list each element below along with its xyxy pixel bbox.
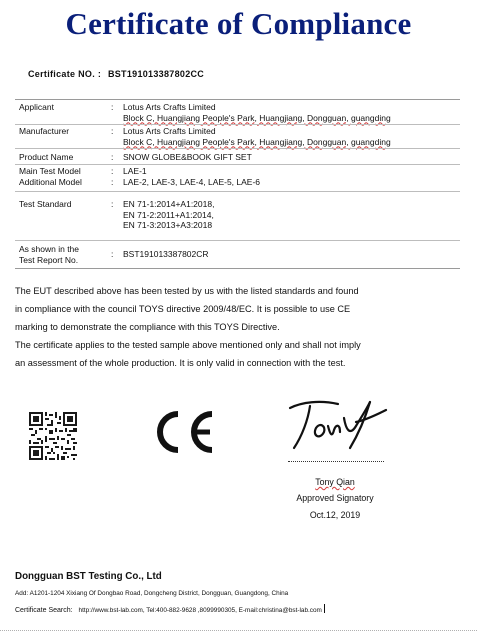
test-standard-line: EN 71-1:2014+A1:2018,: [123, 199, 215, 209]
main-test-model-value: LAE-1: [123, 166, 147, 176]
test-report-label-line1: As shown in the: [19, 244, 80, 254]
certificate-number-label: Certificate NO. :: [28, 69, 102, 79]
certificate-search: [15, 604, 325, 614]
signature-image: [286, 392, 391, 456]
statement-line: The certificate applies to the tested sample above mentioned only and shall not imply: [15, 340, 361, 350]
row-divider: [15, 191, 460, 192]
test-standard-line: EN 71-2:2011+A1:2014,: [123, 209, 214, 220]
compliance-statement: [15, 282, 463, 372]
test-report-label-line2: Test Report No.: [19, 254, 79, 265]
text-cursor: [324, 604, 325, 613]
certificate-search-label: Certificate Search:: [15, 607, 73, 614]
test-report-number: BST191013387802CR: [123, 249, 209, 259]
colon-separator: :: [111, 249, 114, 259]
statement-line: The EUT described above has been tested by us with the listed standards and found: [15, 286, 359, 296]
manufacturer-name: Lotus Arts Crafts Limited: [123, 126, 216, 136]
statement-line: marking to demonstrate the compliance with this TOYS Directive.: [15, 322, 280, 332]
signatory-title: Approved Signatory: [296, 493, 374, 503]
row-divider: [15, 164, 460, 165]
main-test-model-label: Main Test Model: [19, 166, 81, 176]
applicant-name: Lotus Arts Crafts Limited: [123, 102, 216, 112]
signature-date: Oct.12, 2019: [309, 510, 361, 520]
manufacturer-address: Block C, Huangjiang People's Park, Huangjiang, Dongguan, guangding: [123, 136, 391, 147]
colon-separator: :: [111, 177, 114, 187]
signatory-name: [270, 477, 400, 487]
colon-separator: :: [111, 102, 114, 112]
additional-model-value: LAE-2, LAE-3, LAE-4, LAE-5, LAE-6: [123, 177, 261, 187]
signatory-name-text: Tony Qian: [315, 477, 355, 487]
certificate-number: [28, 69, 204, 79]
signature-line: [288, 461, 384, 462]
certificate-title: Certificate of Compliance: [65, 6, 412, 41]
issuer-address: Add: A1201-1204 Xixiang Of Dongbao Road, Dongcheng District, Dongguan, Guangdong, China: [15, 590, 289, 597]
additional-model-label: Additional Model: [19, 177, 82, 187]
issuer-contact-links[interactable]: http://www.bst-lab.com, Tel:400-882-9628 ,8099990305, E-mail:christina@bst-lab.com: [78, 607, 322, 614]
product-name-value: SNOW GLOBE&BOOK GIFT SET: [123, 152, 252, 162]
page-bottom-border: [0, 630, 477, 631]
certificate-number-value: BST191013387802CC: [107, 69, 205, 79]
row-divider: [15, 124, 460, 125]
statement-line: an assessment of the whole production. It is only valid in connection with the test.: [15, 358, 346, 368]
row-divider: [15, 148, 460, 149]
colon-separator: :: [111, 152, 114, 162]
colon-separator: :: [111, 199, 114, 209]
ce-mark-icon: [148, 404, 218, 460]
row-divider: [15, 240, 460, 241]
applicant-label: Applicant: [19, 102, 54, 112]
applicant-address: Block C, Huangjiang People's Park, Huangjiang, Dongguan, guangding: [123, 112, 391, 123]
statement-line: in compliance with the council TOYS directive 2009/48/EC. It is possible to use CE: [15, 304, 351, 314]
product-name-label: Product Name: [19, 152, 74, 162]
test-standard-line: EN 71-3:2013+A3:2018: [123, 220, 213, 230]
qr-code-icon: [29, 412, 77, 460]
test-standard-label: Test Standard: [19, 199, 72, 209]
certificate-details-table: [15, 99, 460, 269]
manufacturer-label: Manufacturer: [19, 126, 70, 136]
colon-separator: :: [111, 126, 114, 136]
issuer-company-name: Dongguan BST Testing Co., Ltd: [15, 571, 162, 582]
colon-separator: :: [111, 166, 114, 176]
